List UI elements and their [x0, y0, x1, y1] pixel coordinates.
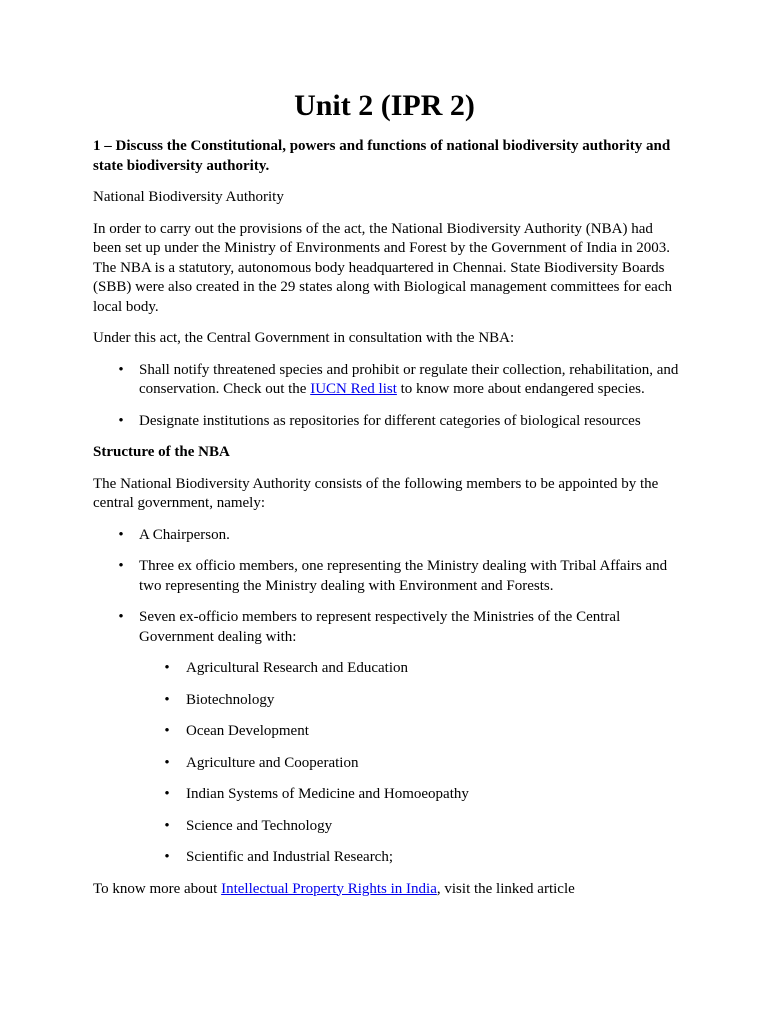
bullet-icon: •: [164, 817, 170, 834]
bullet-icon: •: [164, 723, 170, 739]
list-item-text: Indian Systems of Medicine and Homoeopathy: [186, 786, 469, 802]
list-item: [93, 361, 683, 400]
list-item: [93, 817, 683, 837]
document-body: [93, 137, 683, 911]
list-item-text: Three ex officio members, one representing the Ministry dealing with Tribal Affairs and two representing the Ministry dealing with Environment and Forests.: [139, 558, 668, 594]
list-item: [93, 754, 683, 774]
bullet-icon: •: [164, 754, 170, 771]
bullet-icon: •: [118, 412, 124, 429]
page-title: Unit 2 (IPR 2): [294, 89, 475, 122]
list-item-text: Agricultural Research and Education: [186, 660, 408, 676]
footer-text: To know more about: [93, 880, 222, 897]
list-item: [93, 412, 683, 432]
intro-paragraph: In order to carry out the provisions of the act, the National Biodiversity Authority (NBA) had been set up under the Ministry of Environments and Forest by the Government of India in 2003. The NBA is a statutory, autonomous body headquartered in Chennai. State Biodiversity Boards (SBB) were also created in the 29 states along with Biological management committees for each local body.: [93, 220, 672, 315]
bullet-icon: •: [164, 660, 170, 676]
bullet-icon: •: [118, 361, 124, 378]
consultation-line: Under this act, the Central Government in consultation with the NBA:: [93, 330, 515, 346]
list-item: [93, 722, 683, 742]
list-item-text: to know more about endangered species.: [396, 381, 645, 397]
bullet-icon: •: [164, 786, 170, 802]
bullet-icon: •: [118, 558, 124, 574]
list-item-text: Designate institutions as repositories for different categories of biological resources: [139, 412, 641, 429]
list-item-text: Science and Technology: [186, 817, 333, 834]
question-heading: 1 – Discuss the Constitutional, powers and functions of national biodiversity authority and state biodiversity authority.: [93, 138, 671, 174]
list-item-text: Agriculture and Cooperation: [186, 754, 359, 771]
list-item-text: Shall notify threatened species and prohibit or regulate their collection, rehabilitation, and conservation. Check out the: [139, 361, 679, 397]
ipr-india-link[interactable]: Intellectual Property Rights in India: [221, 880, 437, 897]
iucn-red-list-link[interactable]: IUCN Red list: [310, 381, 397, 397]
list-item: [93, 691, 683, 711]
list-item: [93, 848, 683, 868]
structure-heading: Structure of the NBA: [93, 444, 230, 460]
footer-text: , visit the linked article: [436, 880, 575, 897]
members-list: [93, 526, 683, 648]
list-item-text: A Chairperson.: [139, 526, 230, 543]
footer-line: [93, 880, 683, 900]
list-item-text: Seven ex-officio members to represent respectively the Ministries of the Central Government dealing with:: [139, 609, 621, 645]
structure-paragraph: The National Biodiversity Authority consists of the following members to be appointed by the central government, namely:: [93, 475, 659, 511]
list-item: [93, 526, 683, 546]
list-item-text: Ocean Development: [186, 723, 309, 739]
list-item: [93, 785, 683, 805]
list-item: [93, 557, 683, 596]
list-item-text: Biotechnology: [186, 691, 275, 708]
bullet-icon: •: [164, 691, 170, 708]
nba-heading: National Biodiversity Authority: [93, 189, 284, 205]
list-item-text: Scientific and Industrial Research;: [186, 849, 394, 865]
bullet-icon: •: [118, 609, 124, 625]
bullet-icon: •: [118, 526, 124, 543]
list-item: [93, 608, 683, 647]
ministries-list: [93, 659, 683, 868]
list-item: [93, 659, 683, 679]
bullet-icon: •: [164, 849, 170, 865]
consultation-list: [93, 361, 683, 432]
